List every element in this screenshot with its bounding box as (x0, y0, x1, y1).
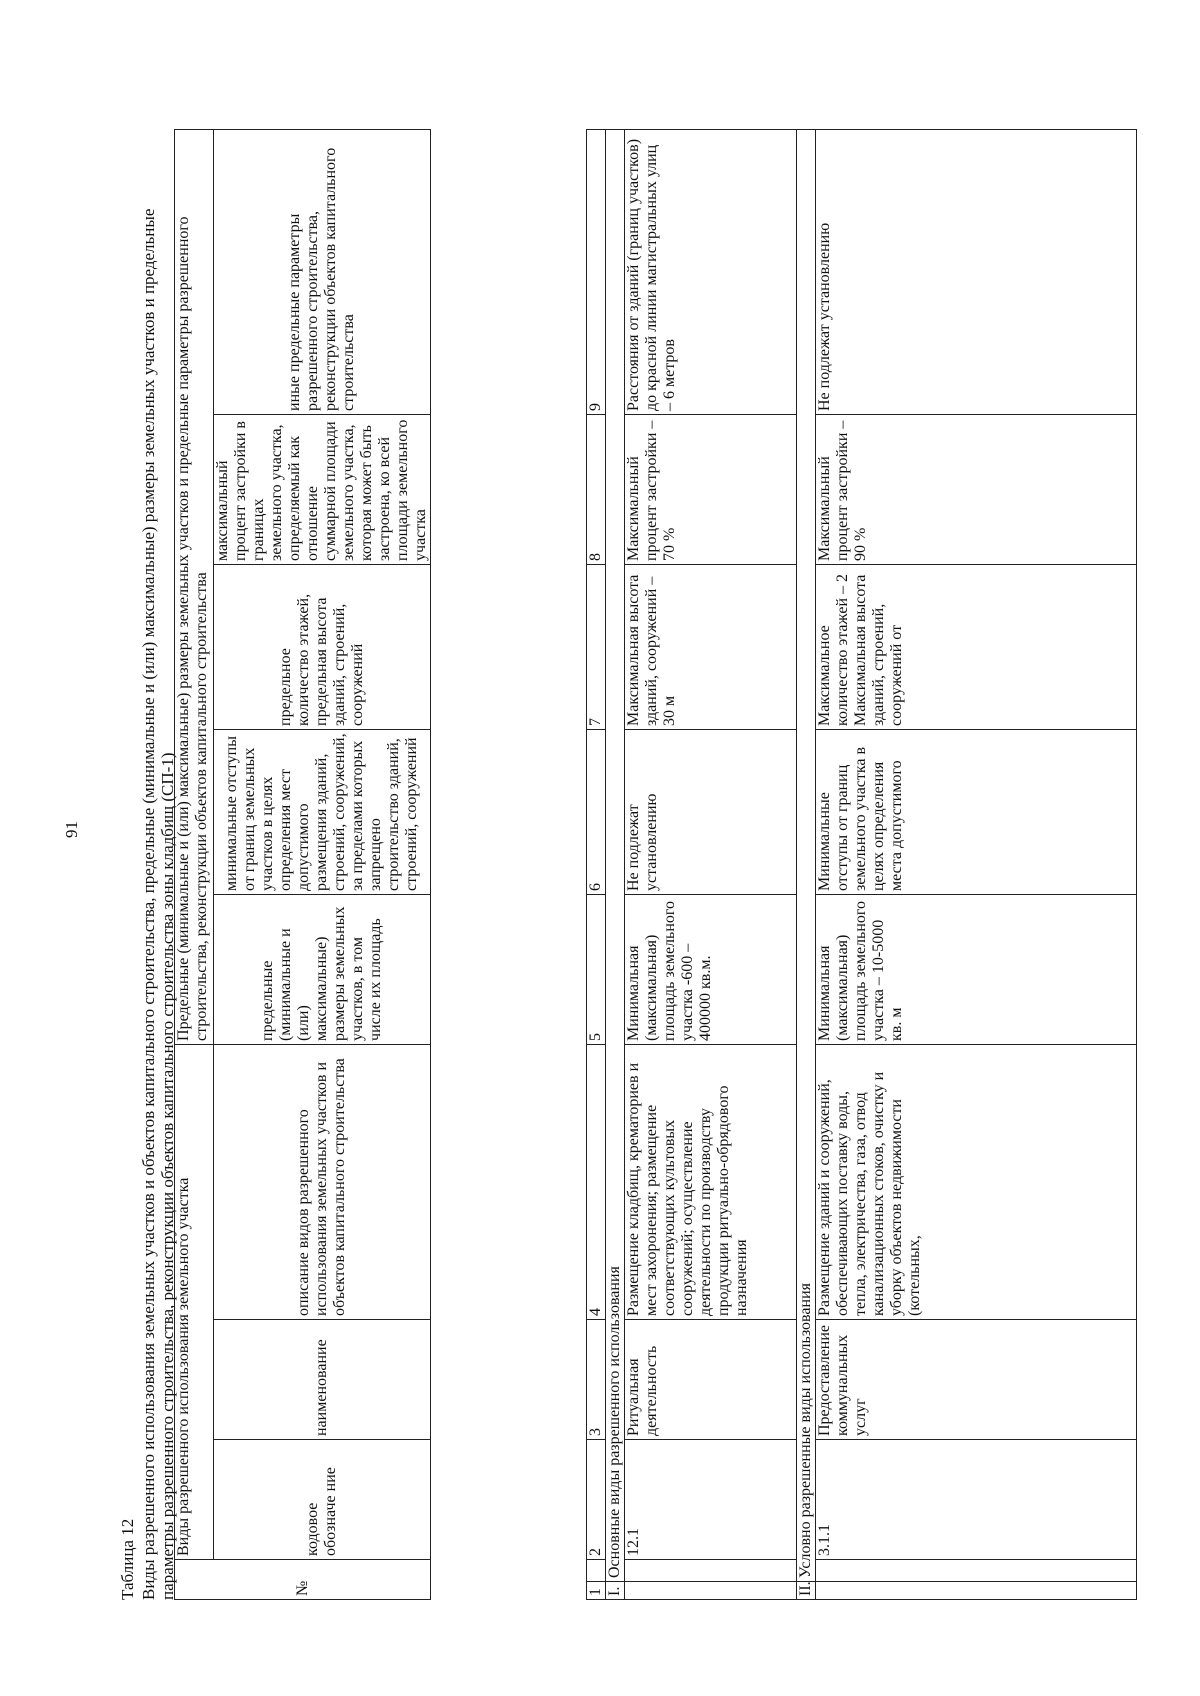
cell-floors-height: Максимальное количество этажей – 2 Максимальная высота зданий, строений, сооружений от (816, 565, 1137, 730)
table-row (816, 130, 1137, 1600)
row-no (816, 1582, 1137, 1600)
page-number: 91 (62, 821, 81, 838)
header-name: наименование (214, 1320, 431, 1440)
colnum-5: 5 (587, 895, 606, 1045)
colnum-3: 3 (587, 1320, 606, 1440)
header-setbacks: минимальные отступы от границ земельных участков в целях определения мест допустимого размещения зданий, строений, сооружений, за пределами которых запрещено строительство зданий, строений, сооружений (214, 729, 431, 894)
rotated-page-content (118, 130, 1118, 1600)
cell-setbacks: Не подлежат установлению (625, 730, 797, 895)
body-table (586, 129, 1137, 1600)
cell-setbacks: Минимальные отступы от границ земельного участка в целях определения места допустимого (816, 730, 1137, 895)
header-area: предельные (минимальные и (или) максимальные) размеры земельных участков, в том числе их площадь (214, 894, 431, 1044)
row-spacer (816, 1560, 1137, 1582)
colnum-7: 7 (587, 565, 606, 730)
colnum-9: 9 (587, 130, 606, 415)
section-number: II. (797, 1582, 816, 1600)
colnum-6: 6 (587, 730, 606, 895)
cell-name: Ритуальная деятельность (625, 1320, 797, 1440)
colnum-8: 8 (587, 415, 606, 565)
section-row-1 (606, 130, 625, 1600)
cell-name: Предоставление коммунальных услуг (816, 1320, 1137, 1440)
section-title: Основные виды разрешенного использования (606, 130, 625, 1582)
colnum-4: 4 (587, 1045, 606, 1320)
colnum-1: 1 (587, 1582, 606, 1600)
cell-area: Минимальная (максимальная) площадь земельного участка – 10-5000 кв. м (816, 895, 1137, 1045)
colnum-spacer (587, 1560, 606, 1582)
cell-floors-height: Максимальная высота зданий, сооружений – 30 м (625, 565, 797, 730)
header-code: кодовое обозначе ние (214, 1440, 431, 1560)
table-label: Таблица 12 (118, 1518, 137, 1600)
header-group-vri: Виды разрешенного использования земельного участка (175, 1044, 214, 1559)
header-group-params: Предельные (минимальные и (или) максимальные) размеры земельных участков и предельные параметры разрешенного строительства, реконструкции объектов капитального строительства (175, 129, 214, 1044)
section-number: I. (606, 1582, 625, 1600)
header-floors-height: предельное количество этажей, предельная высота зданий, строений, сооружений (214, 564, 431, 729)
section-title: Условно разрешенные виды использования (797, 130, 816, 1582)
table-caption (118, 130, 177, 1600)
header-coverage: максимальный процент застройки в границах земельного участка, определяемый как отношение суммарной площади земельного участка, которая может быть застроена, ко всей площади земельного участка (214, 414, 431, 564)
row-no (625, 1582, 797, 1600)
cell-coverage: Максимальный процент застройки – 70 % (625, 415, 797, 565)
header-other: иные предельные параметры разрешенного строительства, реконструкции объектов капитального строительства (214, 129, 431, 414)
cell-description: Размещение кладбищ, крематориев и мест захоронения; размещение соответствующих культовых сооружений; осуществление деятельности по производству продукции ритуально-обрядового назначения (625, 1045, 797, 1320)
header-description: описание видов разрешенного использования земельных участков и объектов капитального строительства (214, 1044, 431, 1319)
table-row (625, 130, 797, 1600)
row-spacer (625, 1560, 797, 1582)
cell-area: Минимальная (максимальная) площадь земельного участка -600 – 400000 кв.м. (625, 895, 797, 1045)
colnum-2: 2 (587, 1440, 606, 1560)
cell-description: Размещение зданий и сооружений, обеспечивающих поставку воды, тепла, электричества, газа, отвод канализационных стоков, очистку и уборку объектов недвижимости (котельных, (816, 1045, 1137, 1320)
header-table (174, 129, 431, 1600)
cell-coverage: Максимальный процент застройки – 90 % (816, 415, 1137, 565)
section-row-2 (797, 130, 816, 1600)
cell-other: Расстояния от зданий (границ участков) до красной линии магистральных улиц – 6 метров (625, 130, 797, 415)
cell-other: Не подлежат установлению (816, 130, 1137, 415)
table-title: Виды разрешенного использования земельных участков и объектов капитального строительства, предельные (минимальные и (или) максимальные) размеры земельных участков и предельные параметры разрешенного строительства, реконструкции объектов капитального строительства зоны кладбищ (СП-1) (139, 208, 177, 1600)
cell-code: 3.1.1 (816, 1440, 1137, 1560)
cell-code: 12.1 (625, 1440, 797, 1560)
column-numbers-row (587, 130, 606, 1600)
header-no: № (175, 1560, 431, 1600)
